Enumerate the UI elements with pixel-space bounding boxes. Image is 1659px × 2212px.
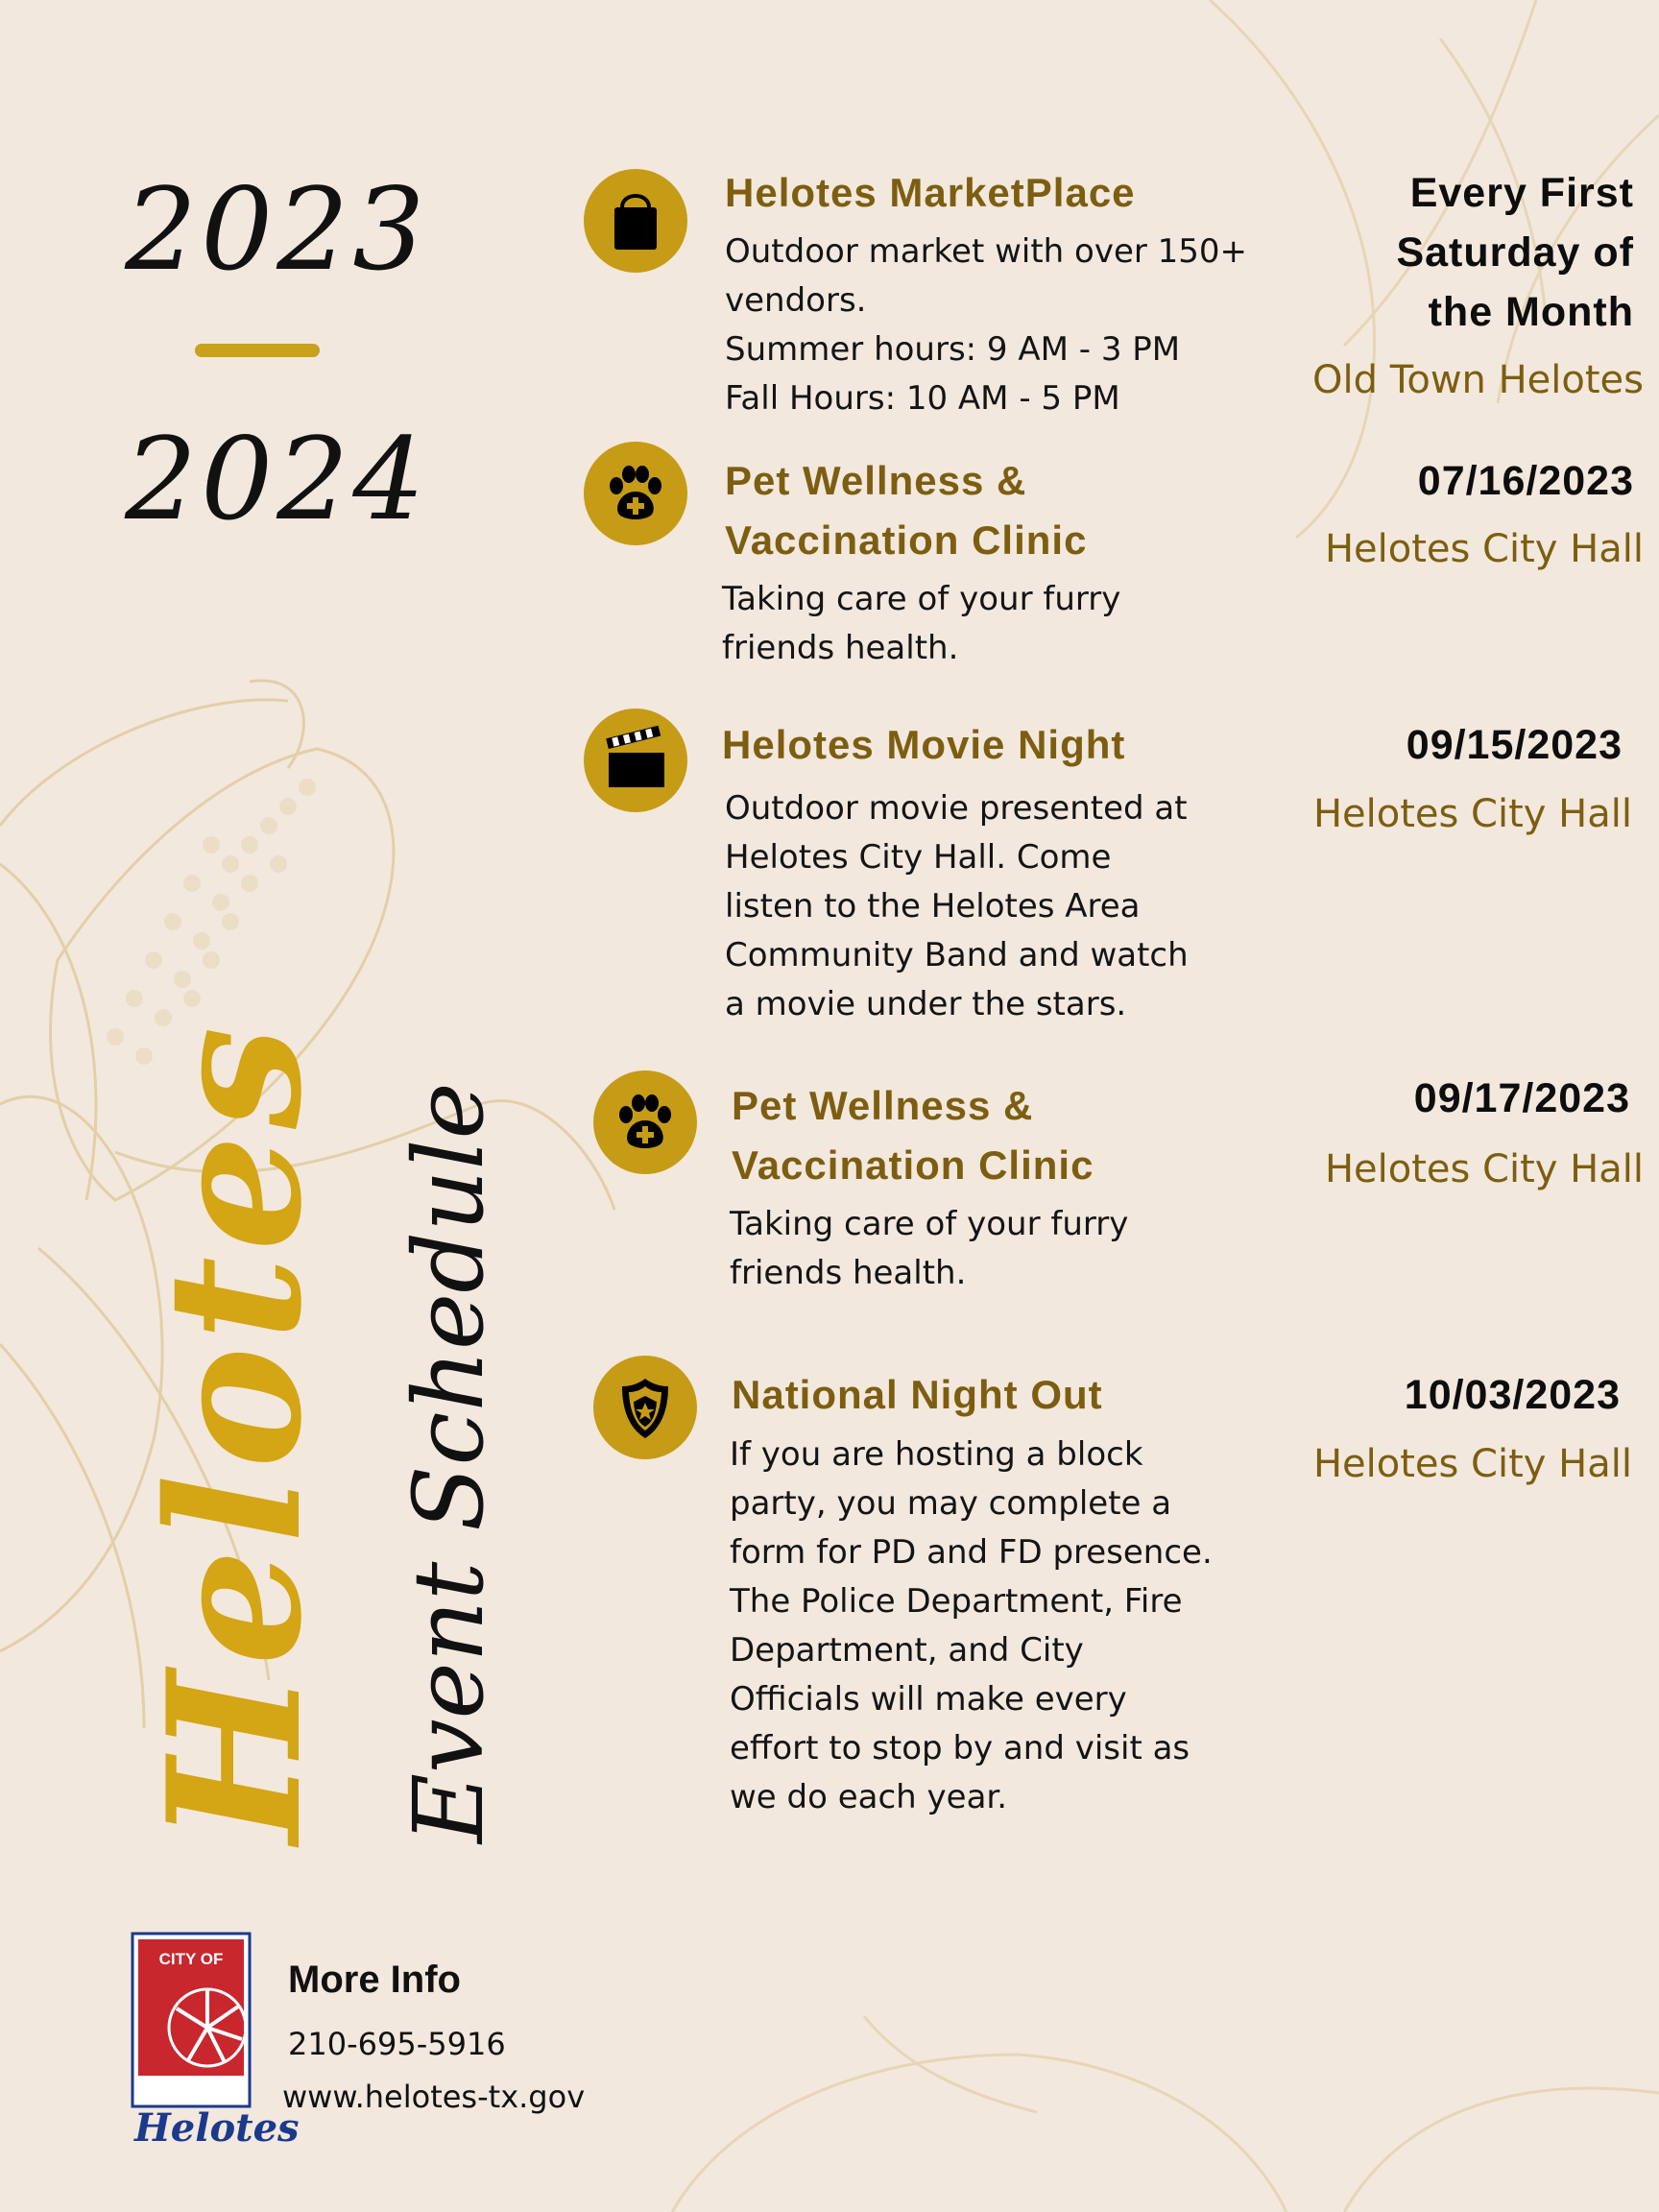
event-description: Taking care of your furry friends health. (730, 1205, 1129, 1292)
more-info-heading: More Info (288, 1959, 461, 2001)
event-title: Pet Wellness & Vaccination Clinic (732, 1083, 1094, 1188)
event-date: 07/16/2023 (1417, 458, 1634, 504)
event-icon-movie-night (584, 709, 687, 812)
event-title: Helotes Movie Night (722, 722, 1126, 767)
event-location: Helotes City Hall (1312, 792, 1632, 836)
svg-text:CITY OF: CITY OF (158, 1950, 224, 1968)
year-end: 2024 (125, 413, 429, 545)
title-helotes: Helotes (128, 1021, 342, 1843)
event-icon-pet-clinic (593, 1070, 697, 1174)
event-date: Every First Saturday of the Month (1396, 170, 1634, 335)
phone-number[interactable]: 210-695-5916 (288, 2026, 506, 2062)
year-divider (195, 344, 320, 357)
event-title: Pet Wellness & Vaccination Clinic (725, 458, 1088, 563)
event-description: Outdoor movie presented at Helotes City Hall. Come listen to the Helotes Area Community Band and watch a movie under the stars. (725, 789, 1189, 1023)
shopping-bag-icon (584, 169, 687, 273)
year-start: 2023 (125, 163, 429, 296)
paw-medical-icon (584, 442, 687, 545)
event-icon-marketplace (584, 169, 687, 273)
event-location: Old Town Helotes (1312, 358, 1644, 402)
police-badge-icon (593, 1356, 697, 1459)
paw-medical-icon (593, 1070, 697, 1174)
event-date: 10/03/2023 (1404, 1372, 1621, 1418)
event-date: 09/15/2023 (1406, 722, 1623, 768)
event-title: National Night Out (732, 1372, 1103, 1417)
event-description: Taking care of your furry friends health. (722, 580, 1121, 667)
event-description: If you are hosting a block party, you may complete a form for PD and FD presence. The Police Department, Fire Department, and City Officials will make every effort to stop by and visit as we do each year. (730, 1435, 1213, 1816)
event-icon-pet-clinic (584, 442, 687, 545)
city-of-helotes-logo (131, 1932, 300, 2152)
event-description: Outdoor market with over 150+ vendors. Summer hours: 9 AM - 3 PM Fall Hours: 10 AM - 5 PM (725, 232, 1248, 418)
svg-text:Helotes: Helotes (134, 2105, 300, 2151)
event-location: Helotes City Hall (1324, 1147, 1644, 1191)
clapperboard-icon (584, 709, 687, 812)
event-date: 09/17/2023 (1413, 1075, 1630, 1121)
event-location: Helotes City Hall (1324, 527, 1644, 571)
event-title: Helotes MarketPlace (725, 170, 1136, 215)
event-icon-night-out (593, 1356, 697, 1459)
event-location: Helotes City Hall (1312, 1442, 1632, 1486)
website-link[interactable]: www.helotes-tx.gov (282, 2079, 586, 2115)
title-event-schedule: Event Schedule (393, 1082, 505, 1843)
